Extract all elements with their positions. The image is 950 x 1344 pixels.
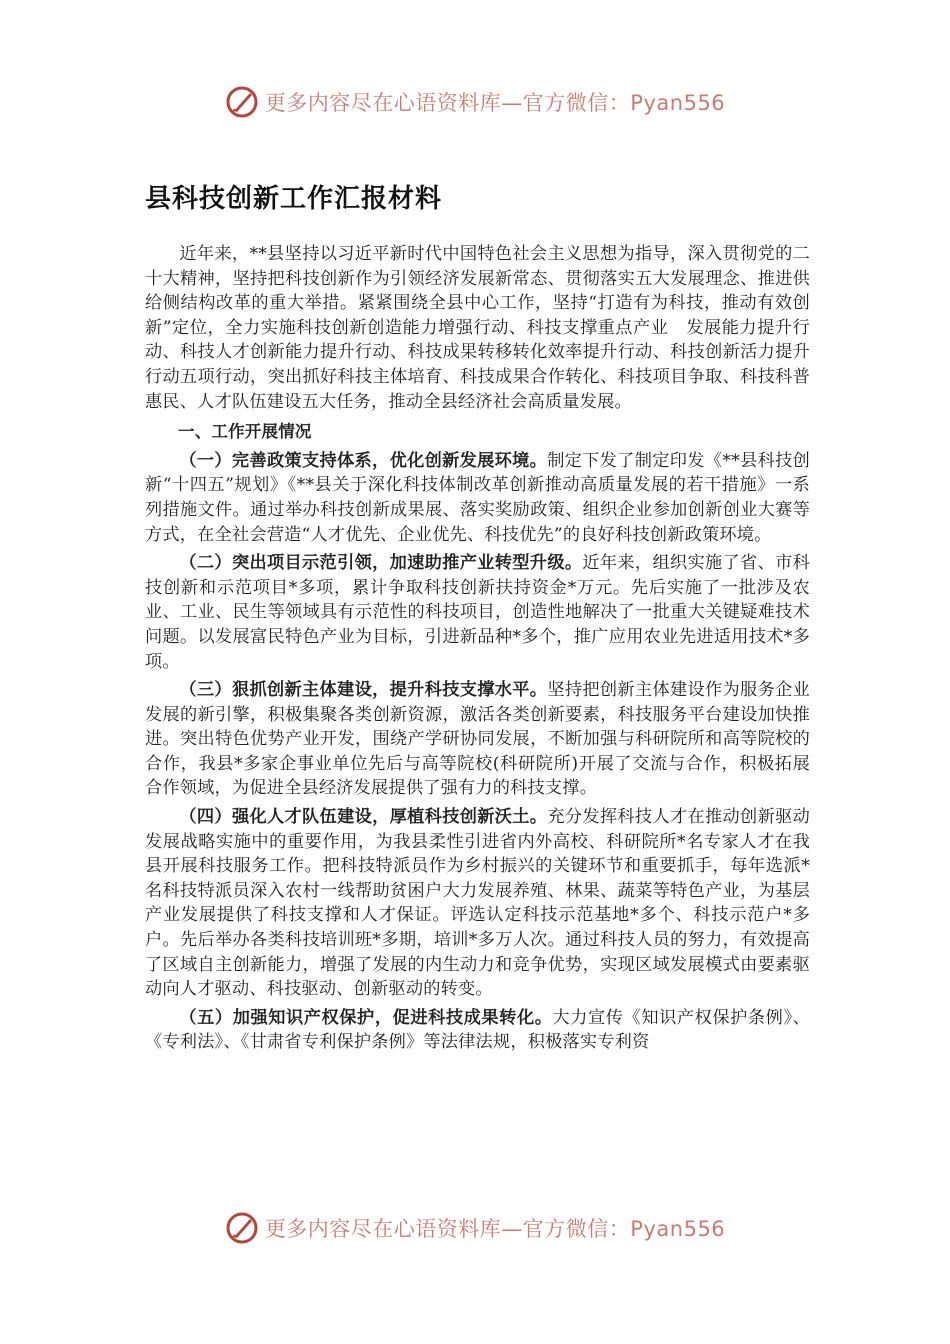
item-lead: （一）完善政策支持体系，优化创新发展环境。 bbox=[179, 450, 548, 471]
quill-logo-icon bbox=[225, 1211, 259, 1245]
item-lead: （二）突出项目示范引领，加速助推产业转型升级。 bbox=[179, 553, 583, 574]
intro-paragraph: 近年来，**县坚持以习近平新时代中国特色社会主义思想为指导，深入贯彻党的二十大精神，坚持把科技创新作为引领经济发展新常态、贯彻落实五大发展理念、推进供给侧结构改革的重大举措。紧紧围绕全县中心工作，坚持“打造有为科技，推动有效创新”定位，全力实施科技创新创造能力增强行动、科技支撑重点产业 发展能力提升行动、科技人才创新能力提升行动、科技成果转移转化效率提升行动、科技创新活力提升行动五项行动，突出抓好科技主体培育、科技成果合作转化、科技项目争取、科技科普惠民、人才队伍建设五大任务，推动全县经济社会高质量发展。 bbox=[145, 244, 810, 412]
bottom-watermark-banner bbox=[0, 1208, 950, 1248]
document-body bbox=[145, 178, 810, 1055]
item-paragraph-3 bbox=[145, 678, 810, 801]
item-body: 充分发挥科技人才在推动创新驱动发展战略实施中的重要作用，为我县柔性引进省内外高校、科研院所*名专家人才在我县开展科技服务工作。把科技特派员作为乡村振兴的关键环节和重要抓手，每年选派*名科技特派员深入农村一线帮助贫困户大力发展养殖、林果、蔬菜等特色产业，为基层产业发展提供了科技支撑和人才保证。评选认定科技示范基地*多个、科技示范户*多户。先后举办各类科技培训班*多期，培训*多万人次。通过科技人员的努力，有效提高了区域自主创新能力，增强了发展的内生动力和竞争优势，实现区域发展模式由要素驱动向人才驱动、科技驱动、创新驱动的转变。 bbox=[145, 807, 810, 1000]
item-paragraph-4 bbox=[145, 805, 810, 1002]
document-title: 县科技创新工作汇报材料 bbox=[145, 184, 443, 214]
section-heading: 一、工作开展情况 bbox=[178, 422, 312, 442]
top-watermark-banner bbox=[0, 82, 950, 122]
quill-logo-icon bbox=[225, 85, 259, 119]
watermark-text: 更多内容尽在心语资料库—官方微信：Pyan556 bbox=[264, 91, 726, 115]
item-lead: （三）狠抓创新主体建设，提升科技支撑水平。 bbox=[179, 680, 548, 701]
item-paragraph-1 bbox=[145, 449, 810, 547]
item-body: 近年来，组织实施了省、市科技创新和示范项目*多项，累计争取科技创新扶持资金*万元。先后实施了一批涉及农业、工业、民生等领域具有示范性的科技项目，创造性地解决了一批重大关键疑难技术问题。以发展富民特色产业为目标，引进新品种*多个，推广应用农业先进适用技术*多项。 bbox=[145, 553, 810, 672]
item-lead: （四）强化人才队伍建设，厚植科技创新沃土。 bbox=[179, 807, 548, 828]
item-body: 制定下发了制定印发《**县科技创新“十四五”规划》《**县关于深化科技体制改革创新推动高质量发展的若干措施》一系列措施文件。通过举办科技创新成果展、落实奖励政策、组织企业参加创新创业大赛等方式，在全社会营造“人才优先、企业优先、科技优先”的良好科技创新政策环境。 bbox=[145, 450, 810, 545]
item-lead: （五）加强知识产权保护，促进科技成果转化。 bbox=[179, 1007, 553, 1028]
item-body: 坚持把创新主体建设作为服务企业发展的新引擎，积极集聚各类创新资源，激活各类创新要素，科技服务平台建设加快推进。突出特色优势产业开发，围绕产学研协同发展，不断加强与科研院所和高等院校的合作，我县*多家企事业单位先后与高等院校(科研院所)开展了交流与合作，积极拓展合作领域，为促进全县经济发展提供了强有力的科技支撑。 bbox=[145, 680, 810, 799]
item-paragraph-2 bbox=[145, 551, 810, 674]
item-paragraph-5 bbox=[145, 1006, 810, 1055]
watermark-text: 更多内容尽在心语资料库—官方微信：Pyan556 bbox=[264, 1217, 726, 1241]
item-body: 大力宣传《知识产权保护条例》、《专利法》、《甘肃省专利保护条例》等法律法规，积极落实专利资 bbox=[145, 1007, 810, 1053]
